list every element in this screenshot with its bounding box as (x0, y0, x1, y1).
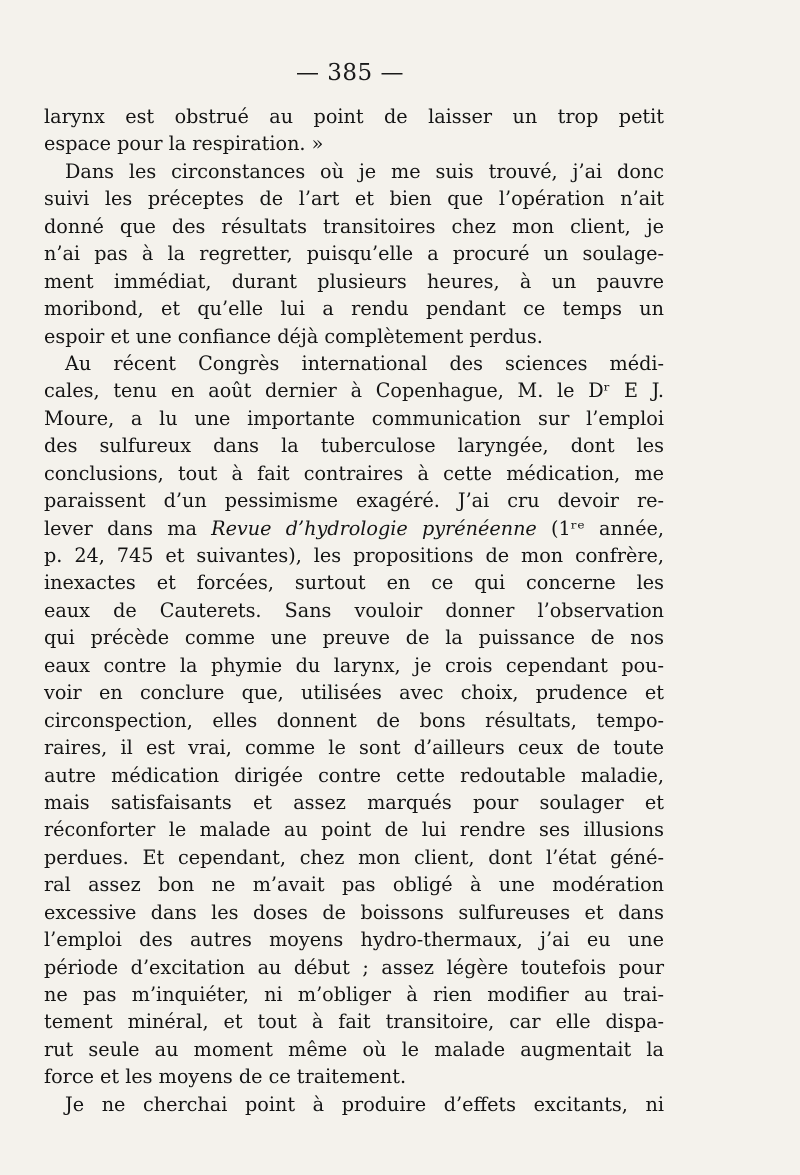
text-line: réconforter le malade au point de lui rendre ses illusions (44, 818, 664, 842)
text-line: force et les moyens de ce traitement. (44, 1065, 407, 1089)
text-line: conclusions, tout à fait contraires à cette médication, me (44, 461, 664, 485)
text-segment: lever dans ma (44, 516, 212, 540)
text-line: Dans les circonstances où je me suis trouvé, j’ai donc (65, 159, 664, 183)
text-line: rut seule au moment même où le malade augmentait la (44, 1037, 664, 1061)
journal-title: Revue d’hydrologie pyrénéenne (211, 516, 537, 540)
text-line: espace pour la respiration. » (44, 132, 324, 156)
text-line: autre médication dirigée contre cette redoutable maladie, (44, 763, 664, 787)
text-line: mais satisfaisants et assez marqués pour soulager et (44, 790, 664, 814)
page-number: — 385 — (295, 60, 405, 86)
text-line: circonspection, elles donnent de bons résultats, tempo- (44, 708, 664, 732)
text-line: Moure, a lu une importante communication sur l’emploi (44, 406, 664, 430)
text-line: des sulfureux dans la tuberculose laryngée, dont les (44, 434, 664, 458)
text-line: perdues. Et cependant, chez mon client, dont l’état géné- (44, 845, 664, 869)
text-line: voir en conclure que, utilisées avec choix, prudence et (44, 681, 664, 705)
text-line: raires, il est vrai, comme le sont d’ailleurs ceux de toute (44, 736, 664, 760)
text-line: eaux de Cauterets. Sans vouloir donner l’observation (44, 598, 664, 622)
text-line: qui précède comme une preuve de la puissance de nos (44, 626, 664, 650)
text-segment: (1ʳᵉ année, (536, 516, 665, 540)
text-line: Au récent Congrès international des sciences médi- (65, 351, 664, 375)
text-line: p. 24, 745 et suivantes), les propositions de mon confrère, (44, 544, 664, 567)
text-line: paraissent d’un pessimisme exagéré. J’ai cru devoir re- (44, 489, 664, 513)
text-line: cales, tenu en août dernier à Copenhague, M. le Dʳ E J. (44, 379, 664, 403)
body-text (44, 103, 664, 1118)
text-line: Je ne cherchai point à produire d’effets excitants, ni (65, 1092, 664, 1116)
text-line: période d’excitation au début ; assez légère toutefois pour (44, 955, 664, 979)
text-line: eaux contre la phymie du larynx, je crois cependant pou- (44, 653, 664, 677)
text-line (44, 515, 664, 542)
text-line: espoir et une confiance déjà complètement perdus. (44, 324, 543, 348)
text-line: tement minéral, et tout à fait transitoire, car elle dispa- (44, 1010, 664, 1034)
text-line: larynx est obstrué au point de laisser un trop petit (44, 105, 664, 128)
text-line: excessive dans les doses de boissons sulfureuses et dans (44, 900, 664, 924)
text-line: donné que des résultats transitoires chez mon client, je (44, 214, 664, 238)
text-line: moribond, et qu’elle lui a rendu pendant ce temps un (44, 297, 664, 321)
text-line: l’emploi des autres moyens hydro-thermaux, j’ai eu une (44, 928, 664, 952)
text-line: ne pas m’inquiéter, ni m’obliger à rien modifier au trai- (44, 983, 664, 1006)
text-line: inexactes et forcées, surtout en ce qui concerne les (44, 571, 664, 595)
text-line: ment immédiat, durant plusieurs heures, à un pauvre (44, 269, 664, 293)
text-line: n’ai pas à la regretter, puisqu’elle a procuré un soulage- (44, 242, 664, 266)
text-line: suivi les préceptes de l’art et bien que l’opération n’ait (44, 187, 664, 211)
text-line: ral assez bon ne m’avait pas obligé à une modération (44, 873, 664, 897)
